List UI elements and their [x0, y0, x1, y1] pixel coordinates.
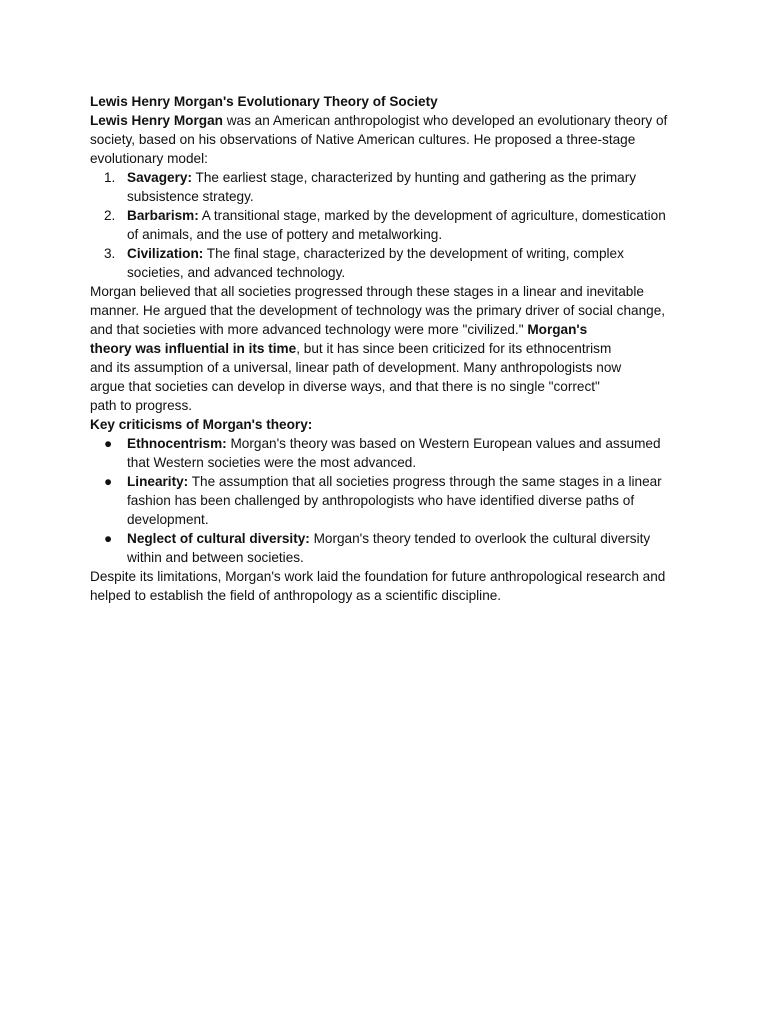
stage-description-cont: subsistence strategy.: [127, 189, 254, 204]
body-line-3: [90, 320, 690, 339]
stage-number: 2.: [104, 208, 116, 223]
stage-item: [90, 244, 690, 282]
bullet-icon: ●: [104, 531, 113, 546]
bullet-icon: ●: [104, 436, 113, 451]
body-line-7: path to progress.: [90, 398, 193, 413]
criticism-description: Morgan's theory was based on Western European values and assumed: [226, 436, 661, 451]
body-emphasis-start: Morgan's: [527, 322, 588, 337]
stage-description: A transitional stage, marked by the development of agriculture, domestication: [198, 208, 666, 223]
conclusion-line-2: helped to establish the field of anthropology as a scientific discipline.: [90, 588, 502, 603]
criticism-term: Linearity:: [127, 474, 189, 489]
intro-line-1: [90, 111, 690, 130]
intro-line-3: evolutionary model:: [90, 151, 208, 166]
criticism-description: Morgan's theory tended to overlook the cultural diversity: [309, 531, 651, 546]
criticism-description-cont: within and between societies.: [127, 550, 304, 565]
intro-bold-name: Lewis Henry Morgan: [90, 113, 223, 128]
stage-item: [90, 206, 690, 244]
criticism-term: Neglect of cultural diversity:: [127, 531, 310, 546]
intro-line-1-rest: was an American anthropologist who developed an evolutionary theory of: [222, 113, 668, 128]
stage-number: 1.: [104, 170, 116, 185]
criticism-item: [90, 529, 690, 567]
document-content: [90, 92, 690, 605]
stage-description-cont: of animals, and the use of pottery and metalworking.: [127, 227, 443, 242]
criticism-description: The assumption that all societies progress through the same stages in a linear: [188, 474, 662, 489]
criticisms-list: [90, 434, 690, 567]
body-line-3-text: and that societies with more advanced technology were more "civilized.": [90, 322, 528, 337]
stage-term: Savagery:: [127, 170, 192, 185]
body-line-2: manner. He argued that the development of technology was the primary driver of social change,: [90, 303, 666, 318]
stage-term: Barbarism:: [127, 208, 199, 223]
criticism-term: Ethnocentrism:: [127, 436, 227, 451]
stage-term: Civilization:: [127, 246, 204, 261]
criticism-item: [90, 434, 690, 472]
criticism-item: [90, 472, 690, 529]
stage-description-cont: societies, and advanced technology.: [127, 265, 346, 280]
stage-description: The earliest stage, characterized by hunting and gathering as the primary: [192, 170, 637, 185]
bullet-icon: ●: [104, 474, 113, 489]
body-line-4: [90, 339, 690, 358]
criticism-description-cont: development.: [127, 512, 209, 527]
document-title: Lewis Henry Morgan's Evolutionary Theory of Society: [90, 94, 438, 109]
stage-item: [90, 168, 690, 206]
intro-line-2: society, based on his observations of Native American cultures. He proposed a three-stage: [90, 132, 636, 147]
body-line-6: argue that societies can develop in diverse ways, and that there is no single "correct": [90, 379, 600, 394]
body-line-1: Morgan believed that all societies progressed through these stages in a linear and inevitable: [90, 284, 644, 299]
criticisms-heading: Key criticisms of Morgan's theory:: [90, 417, 313, 432]
body-line-5: and its assumption of a universal, linear path of development. Many anthropologists now: [90, 360, 622, 375]
body-emphasis-end: theory was influential in its time: [90, 341, 297, 356]
stage-description: The final stage, characterized by the development of writing, complex: [203, 246, 624, 261]
stages-list: [90, 168, 690, 282]
criticism-description-cont: fashion has been challenged by anthropologists who have identified diverse paths of: [127, 493, 635, 508]
criticism-description-cont: that Western societies were the most advanced.: [127, 455, 417, 470]
body-line-4-text: , but it has since been criticized for its ethnocentrism: [296, 341, 612, 356]
stage-number: 3.: [104, 246, 116, 261]
conclusion-line-1: Despite its limitations, Morgan's work laid the foundation for future anthropological research and: [90, 569, 666, 584]
